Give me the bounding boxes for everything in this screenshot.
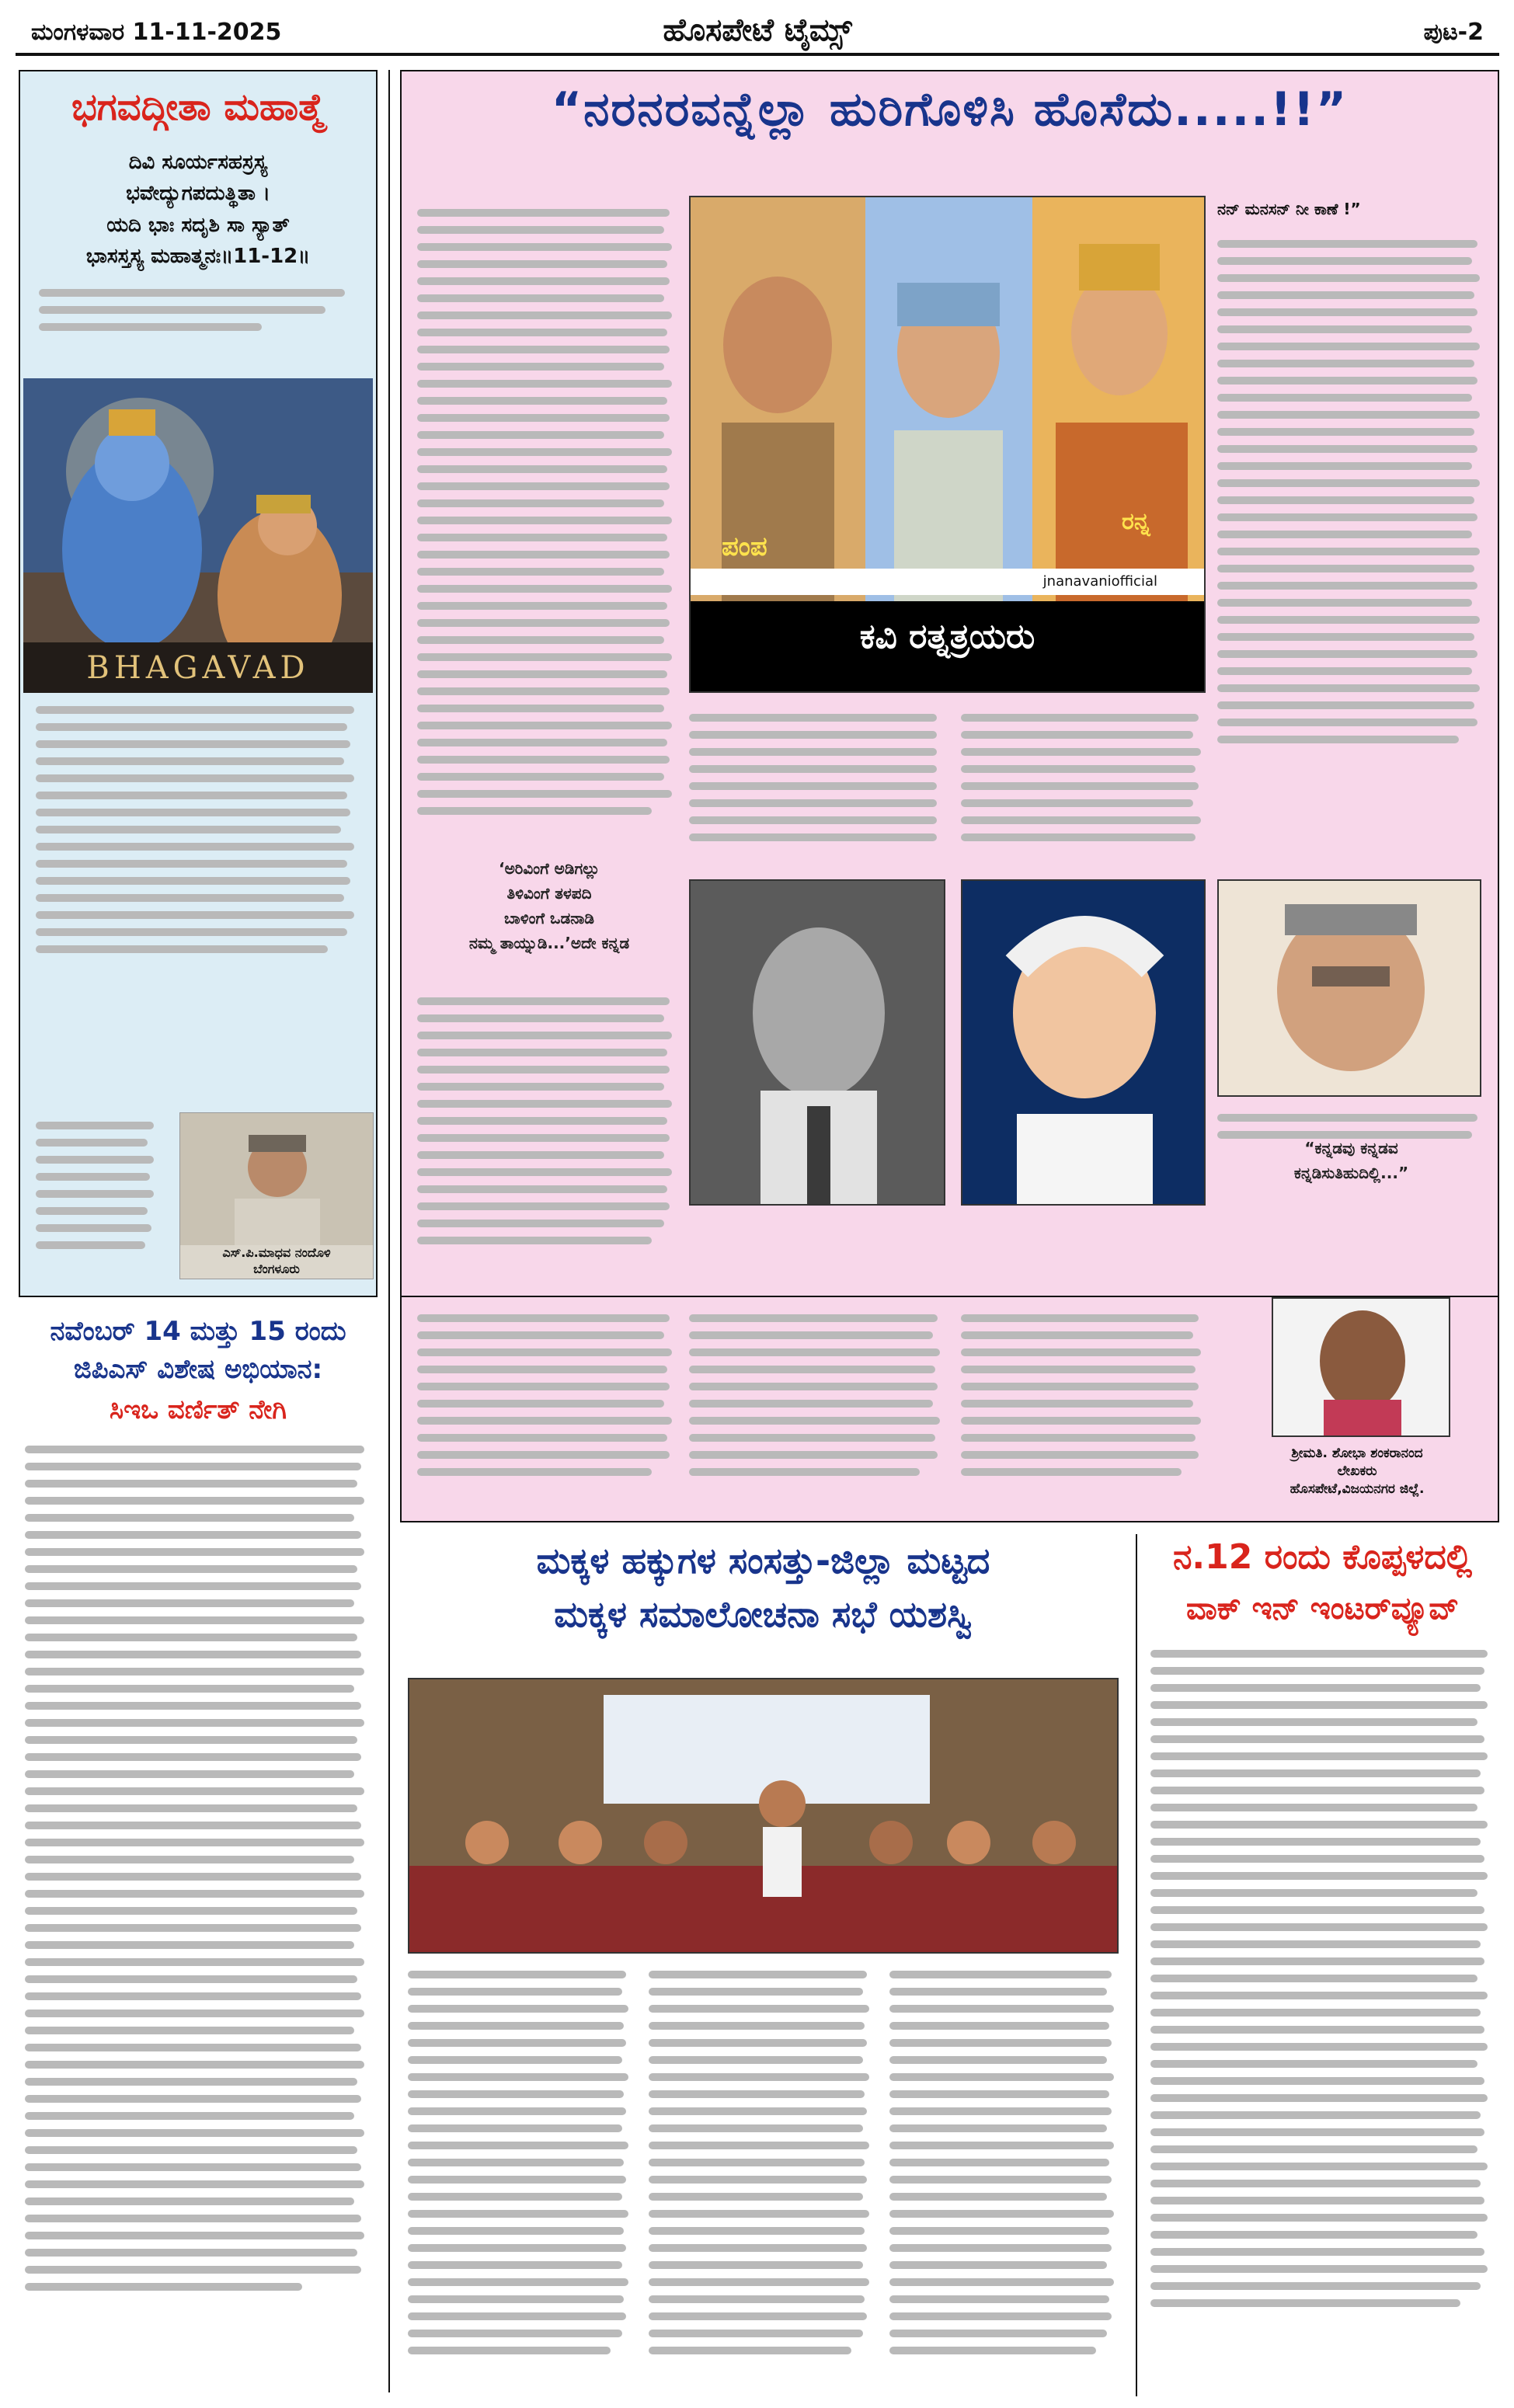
walkin-body-text xyxy=(1146,1627,1499,2307)
article-cont-col-3 xyxy=(961,1305,1206,1485)
article-col-2b-mid xyxy=(961,705,1206,851)
portrait-2-illustration xyxy=(962,881,1206,1206)
article-cont-col-2 xyxy=(689,1305,945,1485)
article-col-3-top xyxy=(1217,231,1485,753)
portrait-3 xyxy=(1217,879,1481,1097)
gps-story xyxy=(19,1313,378,2396)
intro-line: ನನ್ ಮನಸನ್ ನೀ ಕಾಣೆ !” xyxy=(1217,200,1361,218)
portrait-1-illustration xyxy=(691,881,945,1206)
poets-caption: ಕವಿ ರತ್ನತ್ರಯರು xyxy=(859,617,1035,656)
newspaper-title: ಹೊಸಪೇಟೆ ಟೈಮ್ಸ್ xyxy=(663,12,852,48)
krishna-arjuna-image xyxy=(23,378,373,693)
gita-title: ಭಗವದ್ಗೀತಾ ಮಹಾತ್ಮೆ xyxy=(71,85,325,129)
gita-banner-text: BHAGAVAD xyxy=(86,650,310,686)
children-body-col-2 xyxy=(649,1961,874,2364)
krishna-arjuna-illustration xyxy=(23,378,373,693)
kannada-headline: “ನರನರವನ್ನೆಲ್ಲಾ ಹುರಿಗೊಳಿಸಿ ಹೊಸೆದು.....!!” xyxy=(551,82,1349,137)
issue-date: ಮಂಗಳವಾರ 11-11-2025 xyxy=(31,19,282,46)
author-photo-madhava xyxy=(179,1112,374,1279)
author-portrait-madhava xyxy=(180,1113,374,1245)
children-story xyxy=(400,1534,1126,2396)
poet-label-ranna: ರನ್ನ xyxy=(1122,508,1150,535)
children-event-illustration xyxy=(409,1679,1119,1954)
gita-body-text-lower xyxy=(20,1112,176,1258)
author-portrait-shobha xyxy=(1273,1299,1450,1437)
gps-byline: ಸಿಇಒ ವರ್ಣಿತ್ ನೇಗಿ xyxy=(110,1394,287,1425)
closing-quote: “ಕನ್ನಡವು ಕನ್ನಡವ ಕನ್ನಡಿಸುತಿಹುದಿಲ್ಲಿ...” xyxy=(1293,1139,1409,1182)
portrait-2 xyxy=(961,879,1206,1206)
walkin-story xyxy=(1146,1534,1499,2396)
column-divider xyxy=(388,70,390,2392)
children-headline: ಮಕ್ಕಳ ಹಕ್ಕುಗಳ ಸಂಸತ್ತು-ಜಿಲ್ಲಾ ಮಟ್ಟದ ಮಕ್ಕಳ ಸಮಾಲೋಚನಾ ಸಭೆ ಯಶಸ್ವಿ xyxy=(536,1540,990,1635)
article-cont-col-1 xyxy=(417,1305,677,1485)
mother-tongue-poem: ‘ಅರಿವಿಂಗೆ ಅಡಿಗಲ್ಲು ತಿಳಿವಿಂಗೆ ತಳಪದಿ ಬಾಳಿಂಗೆ ಒಡನಾಡಿ ನಮ್ಮ ತಾಯ್ನುಡಿ...’ಅದೇ ಕನ್ನಡ xyxy=(468,859,630,952)
portrait-3-illustration xyxy=(1219,881,1481,1097)
gita-intro-text xyxy=(20,272,376,331)
author-name-shobha: ಶ್ರೀಮತಿ. ಶೋಭಾ ಶಂಕರಾನಂದ ಲೇಖಕರು ಹೊಸಪೇಟೆ,ವಿಜಯನಗರ ಜಿಲ್ಲೆ. xyxy=(1290,1446,1425,1497)
column-divider-right xyxy=(1136,1534,1137,2396)
children-body-col-1 xyxy=(408,1961,633,2364)
gps-headline: ನವೆಂಬರ್ 14 ಮತ್ತು 15 ರಂದು ಜಿಪಿಎಸ್ ವಿಶೇಷ ಅಭಿಯಾನ: xyxy=(50,1316,346,1386)
gps-body-text xyxy=(19,1425,378,2291)
gita-verse: ದಿವಿ ಸೂರ್ಯಸಹಸ್ರಸ್ಯ ಭವೇದ್ಯುಗಪದುತ್ಥಿತಾ । ಯದಿ ಭಾಃ ಸದೃಶಿ ಸಾ ಸ್ಯಾತ್ ಭಾಸಸ್ತಸ್ಯ ಮಹಾತ್ಮನಃ॥11-12॥ xyxy=(85,151,311,268)
article-col-1-bottom xyxy=(417,988,677,1254)
poets-credit: jnanavaniofficial xyxy=(691,569,1204,595)
portrait-1 xyxy=(689,879,945,1206)
kannada-article xyxy=(400,70,1499,1297)
author-caption-madhava: ಎಸ್.ಪಿ.ಮಾಧವ ನಂದೊಳಿ ಬೆಂಗಳೂರು xyxy=(222,1245,331,1276)
gita-panel xyxy=(19,70,378,1297)
article-col-1-top xyxy=(417,200,677,824)
walkin-headline-top: ನ.12 ರಂದು ಕೊಪ್ಪಳದಲ್ಲಿ xyxy=(1172,1537,1473,1577)
masthead xyxy=(16,8,1499,56)
poets-image xyxy=(689,196,1206,693)
author-photo-shobha xyxy=(1272,1297,1450,1437)
gita-body-text xyxy=(20,697,376,962)
page-number: ಪುಟ-2 xyxy=(1423,19,1484,46)
children-event-photo xyxy=(408,1678,1119,1954)
poet-label-pampa: ಪಂಪ xyxy=(722,531,767,562)
walkin-headline-bottom: ವಾಕ್ ಇನ್ ಇಂಟರ್‌ವ್ಯೂವ್ xyxy=(1185,1591,1460,1627)
kannada-article-continued xyxy=(400,1297,1499,1522)
children-body-col-3 xyxy=(889,1961,1119,2364)
poets-illustration xyxy=(691,197,1206,601)
